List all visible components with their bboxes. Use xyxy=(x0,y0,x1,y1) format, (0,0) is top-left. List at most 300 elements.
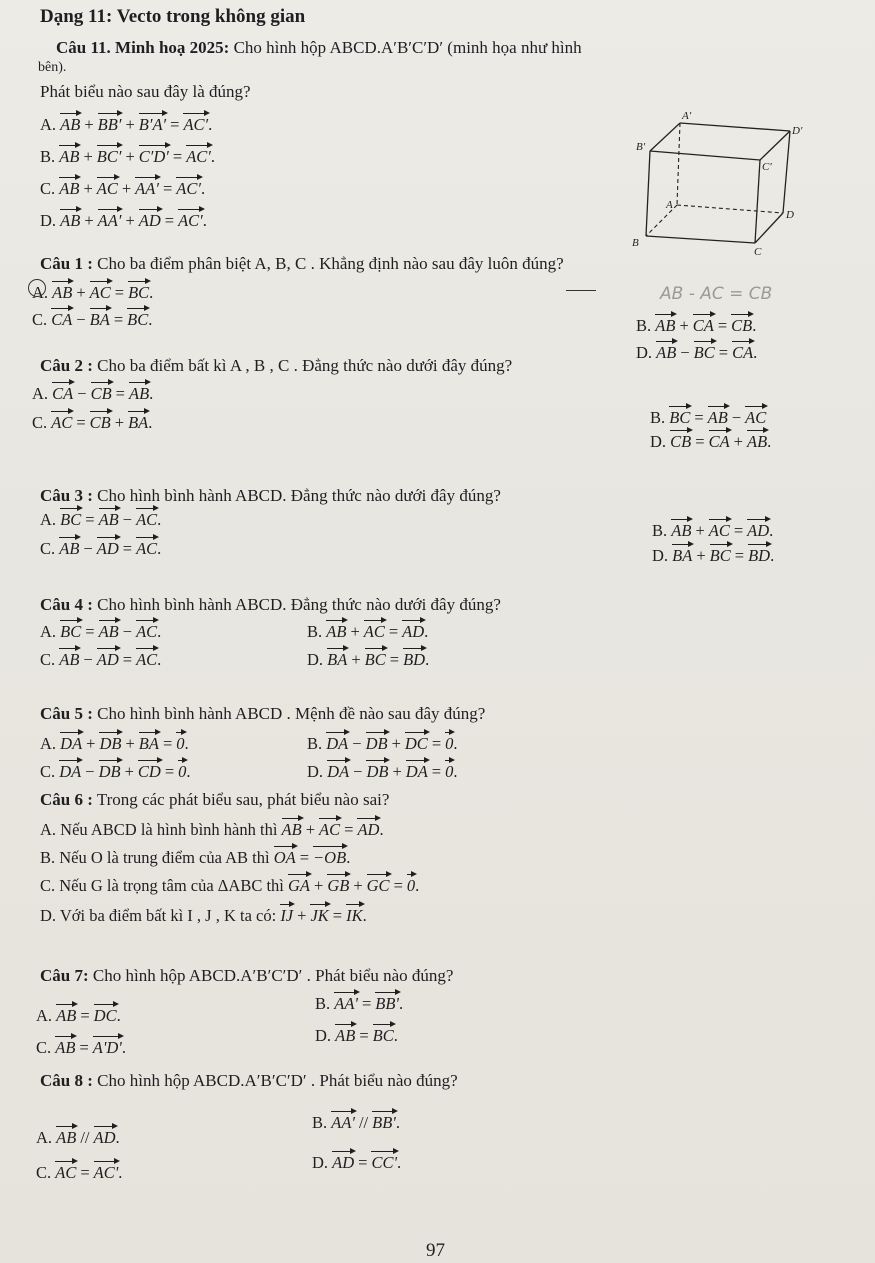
edge-ad-hidden xyxy=(677,205,783,213)
q1-option-b-label: B. xyxy=(636,316,656,335)
q3-option-a-vector: AB xyxy=(99,507,119,529)
q11-option-d-period: . xyxy=(202,211,207,230)
q3-option-d-label: D. xyxy=(652,546,673,565)
q1-option-b-operator: + xyxy=(679,316,689,335)
q2-option-a-vector: CA xyxy=(52,381,73,403)
q5-option-c-operator: + xyxy=(124,762,134,781)
q1-option-c-period: . xyxy=(148,310,153,329)
q6-option-a-vector: AB xyxy=(282,817,302,839)
question-3-number: Câu 3 : xyxy=(40,486,93,505)
q1-option-a-operator: = xyxy=(114,283,125,302)
q4-option-b-operator: = xyxy=(388,622,399,641)
q4-option-a[interactable] xyxy=(40,619,161,642)
q3-option-a-label: A. xyxy=(40,510,61,529)
q1-option-c-operator: = xyxy=(113,310,124,329)
q11-option-d-vector: AD xyxy=(139,208,161,230)
q4-option-b-vector: AC xyxy=(364,619,385,641)
q4-option-d-label: D. xyxy=(307,650,328,669)
q1-option-c-vector: BC xyxy=(127,307,148,329)
q8-option-c-operator: = xyxy=(80,1163,90,1182)
q11-option-b[interactable] xyxy=(40,144,215,167)
q5-option-a-operator: + xyxy=(86,734,96,753)
q3-option-b-operator: = xyxy=(733,521,744,540)
q8-option-d-operator: = xyxy=(358,1153,368,1172)
q7-option-a[interactable] xyxy=(36,1003,121,1026)
q11-option-b-label: B. xyxy=(40,147,60,166)
q5-option-a-vector: 0 xyxy=(176,731,184,753)
q8-option-a-vector: AB xyxy=(56,1125,76,1147)
q11-option-a[interactable] xyxy=(40,112,212,135)
q3-option-b[interactable] xyxy=(652,518,773,541)
q3-option-d-period: . xyxy=(770,546,775,565)
q1-option-d-operator: − xyxy=(680,343,690,362)
q11-option-a-operator: = xyxy=(170,115,180,134)
q1-option-d-label: D. xyxy=(636,343,657,362)
q5-option-b-operator: + xyxy=(391,734,401,753)
q11-option-b-operator: = xyxy=(172,147,183,166)
question-6-text: Trong các phát biểu sau, phát biểu nào sai? xyxy=(96,790,390,809)
q2-option-c-vector: CB xyxy=(90,410,111,432)
q5-option-a-operator: = xyxy=(162,734,173,753)
q5-option-d-vector: DA xyxy=(327,759,349,781)
q1-option-c-operator: − xyxy=(76,310,86,329)
q4-option-b-label: B. xyxy=(307,622,327,641)
q4-option-b-vector: AD xyxy=(402,619,424,641)
q4-option-b-vector: AB xyxy=(326,619,346,641)
q8-option-c[interactable] xyxy=(36,1160,122,1183)
q6-option-c-vector: GB xyxy=(327,873,349,895)
q8-option-a-label: A. xyxy=(36,1128,57,1147)
q1-option-c-vector: BA xyxy=(90,307,110,329)
q1-option-c-label: C. xyxy=(32,310,52,329)
q2-option-c-period: . xyxy=(148,413,153,432)
q5-option-a-vector: DA xyxy=(60,731,82,753)
q5-option-d-label: D. xyxy=(307,762,328,781)
q2-option-a-label: A. xyxy=(32,384,53,403)
q6-option-a-period: . xyxy=(379,820,384,839)
q3-option-c-vector: AB xyxy=(59,536,79,558)
q5-option-c-operator: = xyxy=(164,762,175,781)
q5-option-d-operator: = xyxy=(431,762,442,781)
q11-option-c-operator: + xyxy=(83,179,93,198)
q11-option-c-vector: AC xyxy=(97,176,118,198)
q4-option-c-operator: = xyxy=(122,650,133,669)
q5-option-d-operator: + xyxy=(392,762,402,781)
q1-option-a-label: A. xyxy=(32,283,53,302)
question-11-number: Câu 11. Minh hoạ 2025: xyxy=(56,38,230,57)
q4-option-d-operator: + xyxy=(351,650,361,669)
question-1-number: Câu 1 : xyxy=(40,254,93,273)
q8-option-c-vector: AC' xyxy=(94,1160,119,1182)
q11-option-d-vector: AA′ xyxy=(98,208,122,230)
q6-option-c-vector: GA xyxy=(288,873,310,895)
q6-option-d-vector: IK xyxy=(346,903,363,925)
edge-a1d1 xyxy=(680,123,790,131)
q3-option-d-vector: BD xyxy=(748,543,770,565)
q11-option-a-operator: + xyxy=(125,115,135,134)
q6-option-a[interactable] xyxy=(40,817,384,840)
q4-option-c-vector: AB xyxy=(59,647,79,669)
q3-option-b-vector: AD xyxy=(747,518,769,540)
q8-option-c-label: C. xyxy=(36,1163,56,1182)
q6-option-b[interactable] xyxy=(40,845,350,868)
q4-option-a-operator: − xyxy=(122,622,133,641)
question-11-ask: Phát biểu nào sau đây là đúng? xyxy=(40,82,251,101)
q11-option-a-label: A. xyxy=(40,115,61,134)
q1-option-b-vector: CA xyxy=(693,313,714,335)
q5-option-b-vector: DC xyxy=(405,731,428,753)
q8-option-b[interactable] xyxy=(312,1110,400,1133)
question-11-continuation: bên). xyxy=(38,60,67,75)
q5-option-c[interactable] xyxy=(40,759,191,782)
vertex-label-b: B xyxy=(632,237,639,249)
q4-option-b-period: . xyxy=(424,622,429,641)
q1-option-a-vector: BC xyxy=(128,280,149,302)
q4-option-c-vector: AD xyxy=(97,647,119,669)
q3-option-b-operator: + xyxy=(695,521,705,540)
q2-option-b[interactable] xyxy=(650,405,766,428)
q6-option-c[interactable] xyxy=(40,873,419,896)
q5-option-d-vector: DA xyxy=(406,759,428,781)
q2-option-d-label: D. xyxy=(650,432,671,451)
q4-option-a-vector: BC xyxy=(60,619,81,641)
q6-option-b-period: . xyxy=(346,848,351,867)
question-11-text: Cho hình hộp ABCD.A′B′C′D′ (minh họa như hình xyxy=(233,38,582,57)
question-5-text: Cho hình bình hành ABCD . Mệnh đề nào sau đây đúng? xyxy=(97,704,486,723)
q5-option-c-operator: − xyxy=(85,762,95,781)
q11-option-b-period: . xyxy=(210,147,216,166)
q5-option-a-period: . xyxy=(184,734,189,753)
q7-option-d-vector: AB xyxy=(335,1023,355,1045)
q7-option-d-label: D. xyxy=(315,1026,336,1045)
q3-option-b-vector: AC xyxy=(709,518,730,540)
q3-option-d[interactable] xyxy=(652,543,774,566)
q11-option-c-vector: AA′ xyxy=(135,176,159,198)
question-7-stem xyxy=(40,966,453,986)
q4-option-c[interactable] xyxy=(40,647,161,670)
question-2-number: Câu 2 : xyxy=(40,356,93,375)
q7-option-c-operator: = xyxy=(79,1038,89,1057)
q2-option-d-vector: CA xyxy=(709,429,730,451)
q3-option-c-period: . xyxy=(157,539,162,558)
q1-option-b[interactable] xyxy=(636,313,756,336)
q11-option-b-operator: + xyxy=(125,147,135,166)
q8-option-a-period: . xyxy=(115,1128,120,1147)
q2-option-b-vector: AB xyxy=(708,405,728,427)
q6-option-c-operator: + xyxy=(314,876,324,895)
q7-option-d-operator: = xyxy=(359,1026,369,1045)
vertex-label-d: D xyxy=(786,209,794,221)
q7-option-d[interactable] xyxy=(315,1023,398,1046)
q7-option-a-label: A. xyxy=(36,1006,57,1025)
q5-option-c-vector: DB xyxy=(99,759,121,781)
q1-option-a-vector: AB xyxy=(52,280,72,302)
q6-option-d-operator: = xyxy=(332,906,343,925)
q3-option-a-operator: = xyxy=(85,510,95,529)
q6-option-b-label: B. xyxy=(40,848,60,867)
q2-option-b-operator: = xyxy=(694,408,704,427)
q11-option-c-vector: AB xyxy=(59,176,79,198)
q11-option-c-label: C. xyxy=(40,179,60,198)
q3-option-d-vector: BC xyxy=(710,543,731,565)
q2-option-a-operator: − xyxy=(77,384,87,403)
q1-option-c[interactable] xyxy=(32,307,152,330)
q11-option-d-operator: + xyxy=(125,211,135,230)
q8-option-d-vector: CC' xyxy=(371,1150,397,1172)
vertex-label-b1: B′ xyxy=(636,141,646,153)
q4-option-a-operator: = xyxy=(85,622,95,641)
q4-option-b-operator: + xyxy=(350,622,360,641)
q5-option-b-operator: = xyxy=(431,734,442,753)
edge-b1b xyxy=(646,151,650,236)
question-1-stem xyxy=(40,254,564,274)
q11-option-a-vector: BB′ xyxy=(98,112,122,134)
q5-option-d-operator: − xyxy=(353,762,363,781)
q11-option-c-vector: AC′ xyxy=(176,176,201,198)
q1-option-a-vector: AC xyxy=(90,280,111,302)
question-5-number: Câu 5 : xyxy=(40,704,93,723)
handwritten-underline xyxy=(566,290,596,291)
q5-option-a-vector: BA xyxy=(139,731,159,753)
q5-option-b-operator: − xyxy=(352,734,362,753)
q1-option-a-period: . xyxy=(149,283,154,302)
q3-option-c-operator: − xyxy=(83,539,93,558)
q11-option-a-vector: B′A′ xyxy=(139,112,166,134)
q2-option-b-operator: − xyxy=(731,408,742,427)
q8-option-a-operator: // xyxy=(80,1128,90,1147)
q7-option-a-period: . xyxy=(116,1006,121,1025)
q4-option-d-vector: BA xyxy=(327,647,347,669)
q4-option-c-label: C. xyxy=(40,650,60,669)
q5-option-b[interactable] xyxy=(307,731,458,754)
q3-option-c-vector: AD xyxy=(97,536,119,558)
q7-option-b[interactable] xyxy=(315,991,403,1014)
q4-option-c-operator: − xyxy=(83,650,93,669)
q6-option-d-operator: + xyxy=(297,906,307,925)
q6-option-a-text: Nếu ABCD là hình bình hành thì xyxy=(60,820,282,839)
q5-option-d-vector: DB xyxy=(366,759,388,781)
vertex-label-a1: A′ xyxy=(682,110,692,122)
q4-option-a-label: A. xyxy=(40,622,61,641)
question-11-stem xyxy=(56,38,582,58)
q7-option-b-period: . xyxy=(398,994,404,1013)
vertex-label-d1: D′ xyxy=(792,125,803,137)
q4-option-d-vector: BC xyxy=(365,647,386,669)
q5-option-b-label: B. xyxy=(307,734,327,753)
q8-option-b-vector: BB' xyxy=(372,1110,396,1132)
q6-option-a-vector: AD xyxy=(357,817,379,839)
q11-option-c[interactable] xyxy=(40,176,205,199)
q3-option-b-period: . xyxy=(769,521,774,540)
q6-option-a-label: A. xyxy=(40,820,61,839)
q11-option-d-operator: = xyxy=(164,211,175,230)
q4-option-b[interactable] xyxy=(307,619,428,642)
cuboid-figure xyxy=(620,108,810,258)
q2-option-b-vector: BC xyxy=(669,405,690,427)
q2-option-c-operator: + xyxy=(114,413,125,432)
q8-option-c-period: . xyxy=(118,1163,123,1182)
q6-option-b-vector: −OB xyxy=(313,845,346,867)
section-heading: Dạng 11: Vecto trong không gian xyxy=(40,6,306,27)
q8-option-a[interactable] xyxy=(36,1125,120,1148)
edge-b1c1 xyxy=(650,151,760,160)
q2-option-d-period: . xyxy=(767,432,772,451)
q2-option-d-vector: CB xyxy=(670,429,691,451)
q11-option-b-operator: + xyxy=(83,147,93,166)
q8-option-a-vector: AD xyxy=(94,1125,116,1147)
q1-option-d-period: . xyxy=(753,343,758,362)
q1-option-a[interactable] xyxy=(32,280,153,303)
q4-option-a-vector: AC xyxy=(136,619,157,641)
q11-option-d[interactable] xyxy=(40,208,207,231)
q3-option-a-vector: BC xyxy=(60,507,81,529)
q7-option-a-vector: DC xyxy=(94,1003,117,1025)
q6-option-c-operator: = xyxy=(393,876,403,895)
q6-option-d-label: D. xyxy=(40,906,60,925)
q4-option-a-period: . xyxy=(157,622,162,641)
q3-option-d-vector: BA xyxy=(672,543,692,565)
handwritten-note: AB - AC = CB xyxy=(660,284,773,304)
q2-option-a[interactable] xyxy=(32,381,153,404)
edge-c1c xyxy=(755,160,760,243)
q2-option-b-vector: AC xyxy=(745,405,766,427)
q8-option-b-vector: AA' xyxy=(331,1110,355,1132)
q2-option-d-operator: = xyxy=(695,432,705,451)
q2-option-d-operator: + xyxy=(733,432,743,451)
q6-option-c-operator: + xyxy=(353,876,363,895)
q6-option-c-vector: 0 xyxy=(407,873,415,895)
q11-option-c-period: . xyxy=(200,179,206,198)
q4-option-d-operator: = xyxy=(389,650,400,669)
q2-option-c[interactable] xyxy=(32,410,152,433)
q7-option-b-label: B. xyxy=(315,994,335,1013)
q6-option-c-text: Nếu G là trọng tâm của ΔABC thì xyxy=(59,876,289,895)
q4-option-d[interactable] xyxy=(307,647,429,670)
q3-option-b-vector: AB xyxy=(671,518,691,540)
q11-option-c-operator: + xyxy=(121,179,132,198)
question-8-text: Cho hình hộp ABCD.A′B′C′D′ . Phát biểu nào đúng? xyxy=(97,1071,458,1090)
edge-d1c1 xyxy=(760,131,790,160)
q7-option-c-period: . xyxy=(121,1038,126,1057)
question-8-stem xyxy=(40,1071,458,1091)
q3-option-b-label: B. xyxy=(652,521,672,540)
q2-option-a-vector: AB xyxy=(129,381,149,403)
q5-option-b-vector: DB xyxy=(366,731,388,753)
q8-option-c-vector: AC xyxy=(55,1160,76,1182)
q5-option-c-period: . xyxy=(186,762,191,781)
q7-option-c[interactable] xyxy=(36,1035,126,1058)
q3-option-a[interactable] xyxy=(40,507,161,530)
q5-option-c-vector: 0 xyxy=(178,759,186,781)
q6-option-b-text: Nếu O là trung điểm của AB thì xyxy=(59,848,274,867)
q3-option-a-operator: − xyxy=(122,510,133,529)
q11-option-a-period: . xyxy=(208,115,213,134)
q5-option-c-label: C. xyxy=(40,762,60,781)
q5-option-a-label: A. xyxy=(40,734,61,753)
q6-option-b-operator: = xyxy=(299,848,310,867)
q6-option-b-vector: OA xyxy=(274,845,296,867)
q1-option-b-vector: AB xyxy=(655,313,675,335)
q2-option-c-vector: AC xyxy=(51,410,72,432)
q5-option-d-period: . xyxy=(453,762,458,781)
q7-option-b-vector: AA' xyxy=(334,991,358,1013)
q3-option-a-period: . xyxy=(157,510,162,529)
q11-option-b-vector: AC′ xyxy=(186,144,211,166)
q4-option-d-period: . xyxy=(425,650,430,669)
q1-option-b-vector: CB xyxy=(731,313,752,335)
q6-option-d-period: . xyxy=(362,906,367,925)
q2-option-c-operator: = xyxy=(76,413,86,432)
question-6-number: Câu 6 : xyxy=(40,790,93,809)
q6-option-d-vector: JK xyxy=(310,903,328,925)
q5-option-b-period: . xyxy=(453,734,458,753)
q8-option-d[interactable] xyxy=(312,1150,401,1173)
q2-option-c-label: C. xyxy=(32,413,52,432)
q1-option-b-period: . xyxy=(752,316,757,335)
q11-option-a-vector: AB xyxy=(60,112,80,134)
q5-option-d[interactable] xyxy=(307,759,457,782)
q6-option-a-vector: AC xyxy=(319,817,340,839)
question-7-number: Câu 7: xyxy=(40,966,89,985)
q3-option-a-vector: AC xyxy=(136,507,157,529)
q4-option-c-period: . xyxy=(157,650,162,669)
q1-option-d-vector: AB xyxy=(656,340,676,362)
q11-option-b-vector: AB xyxy=(59,144,79,166)
q5-option-b-vector: DA xyxy=(326,731,348,753)
q8-option-b-operator: // xyxy=(358,1113,369,1132)
edge-a1a-hidden xyxy=(677,123,680,205)
q11-option-d-vector: AB xyxy=(60,208,80,230)
q2-option-a-period: . xyxy=(149,384,154,403)
q6-option-d-vector: IJ xyxy=(280,903,293,925)
question-1-text: Cho ba điểm phân biệt A, B, C . Khẳng định nào sau đây luôn đúng? xyxy=(97,254,564,273)
question-4-number: Câu 4 : xyxy=(40,595,93,614)
question-3-text: Cho hình bình hành ABCD. Đẳng thức nào dưới đây đúng? xyxy=(97,486,501,505)
q7-option-c-vector: A'D' xyxy=(93,1035,122,1057)
q1-option-d-vector: BC xyxy=(694,340,715,362)
q7-option-a-operator: = xyxy=(80,1006,90,1025)
vertex-label-a: A xyxy=(666,199,673,211)
q11-option-b-vector: BC′ xyxy=(97,144,122,166)
q3-option-d-operator: + xyxy=(696,546,706,565)
question-4-stem xyxy=(40,595,501,615)
q1-option-d-operator: = xyxy=(718,343,729,362)
edge-cd xyxy=(755,213,783,243)
q4-option-d-vector: BD xyxy=(403,647,425,669)
question-2-text: Cho ba điểm bất kì A , B , C . Đẳng thức nào dưới đây đúng? xyxy=(97,356,513,375)
q5-option-c-vector: CD xyxy=(138,759,161,781)
edge-d1d xyxy=(783,131,790,213)
q11-option-b-vector: C′D′ xyxy=(139,144,169,166)
q2-option-c-vector: BA xyxy=(128,410,148,432)
q6-option-a-operator: + xyxy=(305,820,316,839)
q6-option-c-vector: GC xyxy=(367,873,390,895)
q2-option-a-vector: CB xyxy=(91,381,112,403)
question-3-stem xyxy=(40,486,501,506)
question-8-number: Câu 8 : xyxy=(40,1071,93,1090)
q3-option-c[interactable] xyxy=(40,536,161,559)
q5-option-a[interactable] xyxy=(40,731,189,754)
vertex-label-c1: C′ xyxy=(762,161,772,173)
q6-option-d[interactable] xyxy=(40,903,367,926)
q8-option-d-period: . xyxy=(397,1153,402,1172)
q3-option-c-label: C. xyxy=(40,539,60,558)
question-4-text: Cho hình bình hành ABCD. Đẳng thức nào dưới đây đúng? xyxy=(97,595,501,614)
q11-option-c-operator: = xyxy=(162,179,173,198)
q2-option-d[interactable] xyxy=(650,429,771,452)
q1-option-d[interactable] xyxy=(636,340,757,363)
q5-option-d-vector: 0 xyxy=(445,759,453,781)
